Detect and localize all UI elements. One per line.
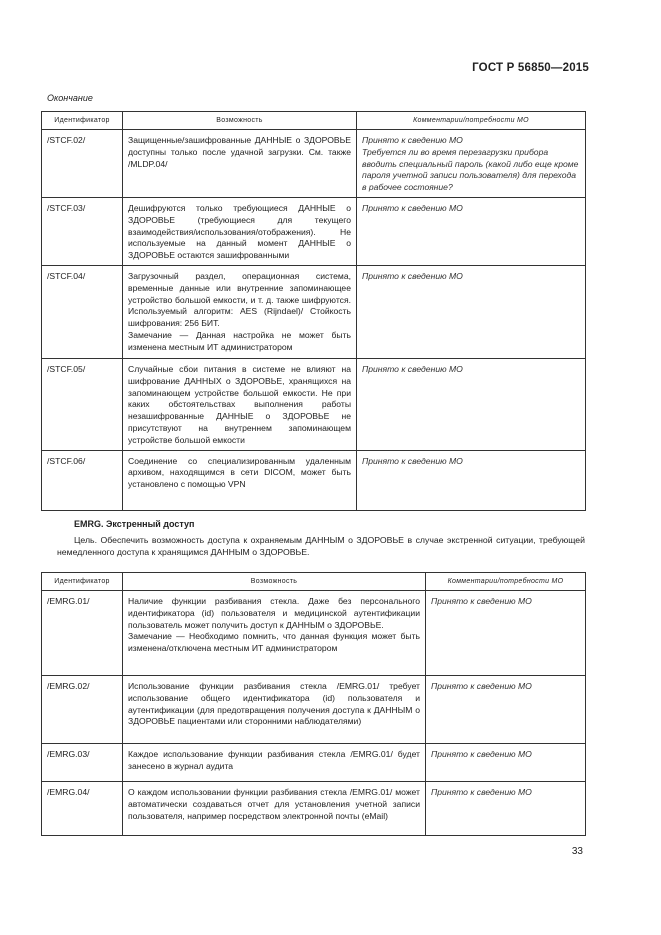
page-number: 33 <box>571 846 583 857</box>
table-row <box>42 676 586 744</box>
row-comment: Принято к сведению МО <box>426 676 586 744</box>
row-comment: Принято к сведению МО <box>357 265 586 358</box>
table-row <box>42 197 586 265</box>
col-header-identifier: Идентификатор <box>42 112 123 130</box>
capabilities-table-emrg <box>41 572 586 836</box>
table-row <box>42 265 586 358</box>
table-header-row <box>42 573 586 591</box>
row-identifier: /STCF.05/ <box>42 358 123 450</box>
row-capability: Использование функции разбивания стекла /EMRG.01/ требует использование общего идентификатора (id) пользователя и аутентификации (для предотвращения получения доступа к ДАННЫМ о ЗДОРОВЬЕ пациентами или сторонними наблюдателями) <box>123 676 426 744</box>
row-identifier: /STCF.03/ <box>42 197 123 265</box>
row-identifier: /EMRG.02/ <box>42 676 123 744</box>
row-comment: Принято к сведению МО Требуется ли во время перезагрузки прибора вводить специальный пароль (какой либо еще кроме пароля учетной записи пользователя) для перехода в рабочее состояние? <box>357 130 586 198</box>
standard-header: ГОСТ Р 56850—2015 <box>472 62 589 74</box>
row-identifier: /STCF.02/ <box>42 130 123 198</box>
col-header-identifier: Идентификатор <box>42 573 123 591</box>
row-comment: Принято к сведению МО <box>357 450 586 510</box>
row-identifier: /EMRG.03/ <box>42 744 123 782</box>
table-row <box>42 591 586 676</box>
row-comment: Принято к сведению МО <box>426 591 586 676</box>
row-comment: Принято к сведению МО <box>357 358 586 450</box>
row-capability: Защищенные/зашифрованные ДАННЫЕ о ЗДОРОВЬЕ доступны только после удачной загрузки. См. также /MLDP.04/ <box>123 130 357 198</box>
row-capability: Дешифруются только требующиеся ДАННЫЕ о ЗДОРОВЬЕ (требующиеся для текущего взаимодействия/использования/отображения). Не используемые на данный момент ДАННЫЕ о ЗДОРОВЬЕ остаются зашифрованными <box>123 197 357 265</box>
row-comment: Принято к сведению МО <box>426 744 586 782</box>
row-capability: О каждом использовании функции разбивания стекла /EMRG.01/ может автоматически создаваться отчет для установления учетной записи пользователя, например посредством электронной почты (eMail) <box>123 782 426 836</box>
row-capability: Соединение со специализированным удаленным архивом, находящимся в сети DICOM, может быть установлено с помощью VPN <box>123 450 357 510</box>
row-identifier: /EMRG.04/ <box>42 782 123 836</box>
table-row <box>42 358 586 450</box>
table-row <box>42 450 586 510</box>
row-comment: Принято к сведению МО <box>357 197 586 265</box>
table-row <box>42 130 586 198</box>
col-header-comments: Комментарии/потребности МО <box>357 112 586 130</box>
row-capability: Случайные сбои питания в системе не влияют на шифрование ДАННЫХ о ЗДОРОВЬЕ, хранящихся на запоминающем устройстве большой емкости. Не при каких обстоятельствах выполнения работы незашифрованные ДАННЫЕ о ЗДОРОВЬЕ не присутствуют на внутреннем запоминающем устройстве большой емкости <box>123 358 357 450</box>
row-identifier: /STCF.06/ <box>42 450 123 510</box>
capabilities-table-stcf <box>41 111 586 511</box>
row-capability: Загрузочный раздел, операционная система, временные данные или внутренние запоминающее устройство большой емкости, и т. д. также шифруются. Используемый алгоритм: AES (Rijndael)/ Стойкость шифрования: 256 БИТ. Замечание — Данная настройка не может быть изменена местным ИТ администратором <box>123 265 357 358</box>
row-capability: Наличие функции разбивания стекла. Даже без персонального идентификатора (id) пользователя и медицинской аутентификации пользователь может получить доступ к ДАННЫМ о ЗДОРОВЬЕ. Замечание — Необходимо помнить, что данная функция может быть изменена/отключена местным ИТ администратором <box>123 591 426 676</box>
col-header-comments: Комментарии/потребности МО <box>426 573 586 591</box>
col-header-capability: Возможность <box>123 112 357 130</box>
row-capability: Каждое использование функции разбивания стекла /EMRG.01/ будет занесено в журнал аудита <box>123 744 426 782</box>
row-comment: Принято к сведению МО <box>426 782 586 836</box>
section-title: EMRG. Экстренный доступ <box>74 519 195 529</box>
ending-label: Окончание <box>47 93 93 103</box>
section-goal: Цель. Обеспечить возможность доступа к охраняемым ДАННЫМ о ЗДОРОВЬЕ в случае экстренной ситуации, требующей немедленного доступа к хранящимся ДАННЫМ о ЗДОРОВЬЕ. <box>57 535 585 557</box>
table-row <box>42 782 586 836</box>
row-identifier: /EMRG.01/ <box>42 591 123 676</box>
col-header-capability: Возможность <box>123 573 426 591</box>
row-identifier: /STCF.04/ <box>42 265 123 358</box>
table-header-row <box>42 112 586 130</box>
table-row <box>42 744 586 782</box>
